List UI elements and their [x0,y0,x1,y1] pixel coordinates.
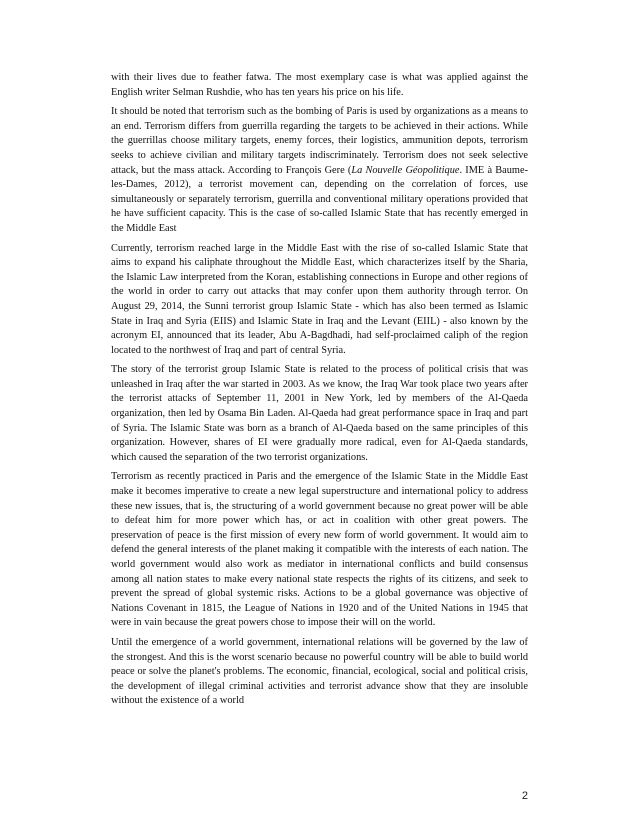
page-number: 2 [521,790,528,802]
paragraph-3 [111,242,528,359]
paragraph-2-text-end: . IME à Baume-les-Dames, 2012), a terrorist movement can, depending on the correlation of forces, use simultaneously or separately terrorism, guerrilla and conventional military operations provided that he have sufficient capacity. This is the case of so-called Islamic State that has recently emerged in the Middle East [111,164,529,234]
paragraph-6 [111,636,528,709]
paragraph-4 [111,363,528,465]
book-title: La Nouvelle Géopolitique [351,164,460,176]
paragraph-4-text: The story of the terrorist group Islamic State is related to the process of political crisis that was unleashed in Iraq after the war started in 2003. As we know, the Iraq War took place two years after the terrorist attacks of September 11, 2001 in New York, led by members of the Al-Qaeda organization, then led by Osama Bin Laden. Al-Qaeda had great performance space in Iraq and part of Syria. The Islamic State was born as a branch of Al-Qaeda based on the same principles of this organization. However, shares of EI were gradually more radical, even for Al-Qaeda standards, which caused the separation of the two terrorist organizations. [111,364,528,463]
body-text [111,71,528,714]
paragraph-1 [111,71,528,100]
paragraph-5-text: Terrorism as recently practiced in Paris and the emergence of the Islamic State in the Middle East make it becomes imperative to create a new legal superstructure and international policy to address these new issues, that is, the structuring of a world government because no great power will be able to defeat him for more power which has, or act in coalition with other great powers. The preservation of peace is the first mission of every new form of world government. It would aim to defend the general interests of the planet making it compatible with the interests of each nation. The world government would also work as mediator in international conflicts and build consensus among all nation states to make every national state respects the rights of its citizens, and seek to prevent the spread of global systemic risks. Actions to be a global governance was objective of Nations Covenant in 1815, the League of Nations in 1920 and of the United Nations in 1945 that were in vain because the great powers chose to impose their will on the world. [111,471,528,629]
paragraph-5 [111,470,528,631]
paragraph-6-text: Until the emergence of a world government, international relations will be governed by the law of the strongest. And this is the worst scenario because no powerful country will be able to build world peace or solve the planet's problems. The economic, financial, ecological, social and political crisis, the development of illegal criminal activities and terrorist advance show that they are insoluble without the existence of a world [111,636,528,707]
paragraph-2 [111,105,528,236]
paragraph-1-text: with their lives due to feather fatwa. The most exemplary case is what was applied against the English writer Selman Rushdie, who has ten years his price on his life. [111,72,528,98]
paragraph-3-text: Currently, terrorism reached large in the Middle East with the rise of so-called Islamic State that aims to expand his caliphate throughout the Middle East, which characterizes itself by the Sharia, the Islamic Law interpreted from the Koran, establishing connections in Europe and other regions of the world in order to carry out attacks that may confer upon them authority through terror. On August 29, 2014, the Sunni terrorist group Islamic State - which has also been termed as Islamic State in Iraq and Syria (EIIS) and Islamic State in Iraq and the Levant (EIIL) - also known by the acronym EI, announced that its leader, Abu A-Bagdhadi, had self-proclaimed caliph of the region located to the northwest of Iraq and part of central Syria. [111,242,528,356]
paragraph-2-text-start: It should be noted that terrorism such as the bombing of Paris is used by organizations as a means to an end. Terrorism differs from guerrilla regarding the targets to be achieved in their actions. While the guerrillas choose military targets, enemy forces, their logistics, ammunition depots, terrorism seeks to achieve civilian and military targets indiscriminately. Terrorism does not seek selective attack, but the mass attack. According to François Gere ( [111,106,528,176]
